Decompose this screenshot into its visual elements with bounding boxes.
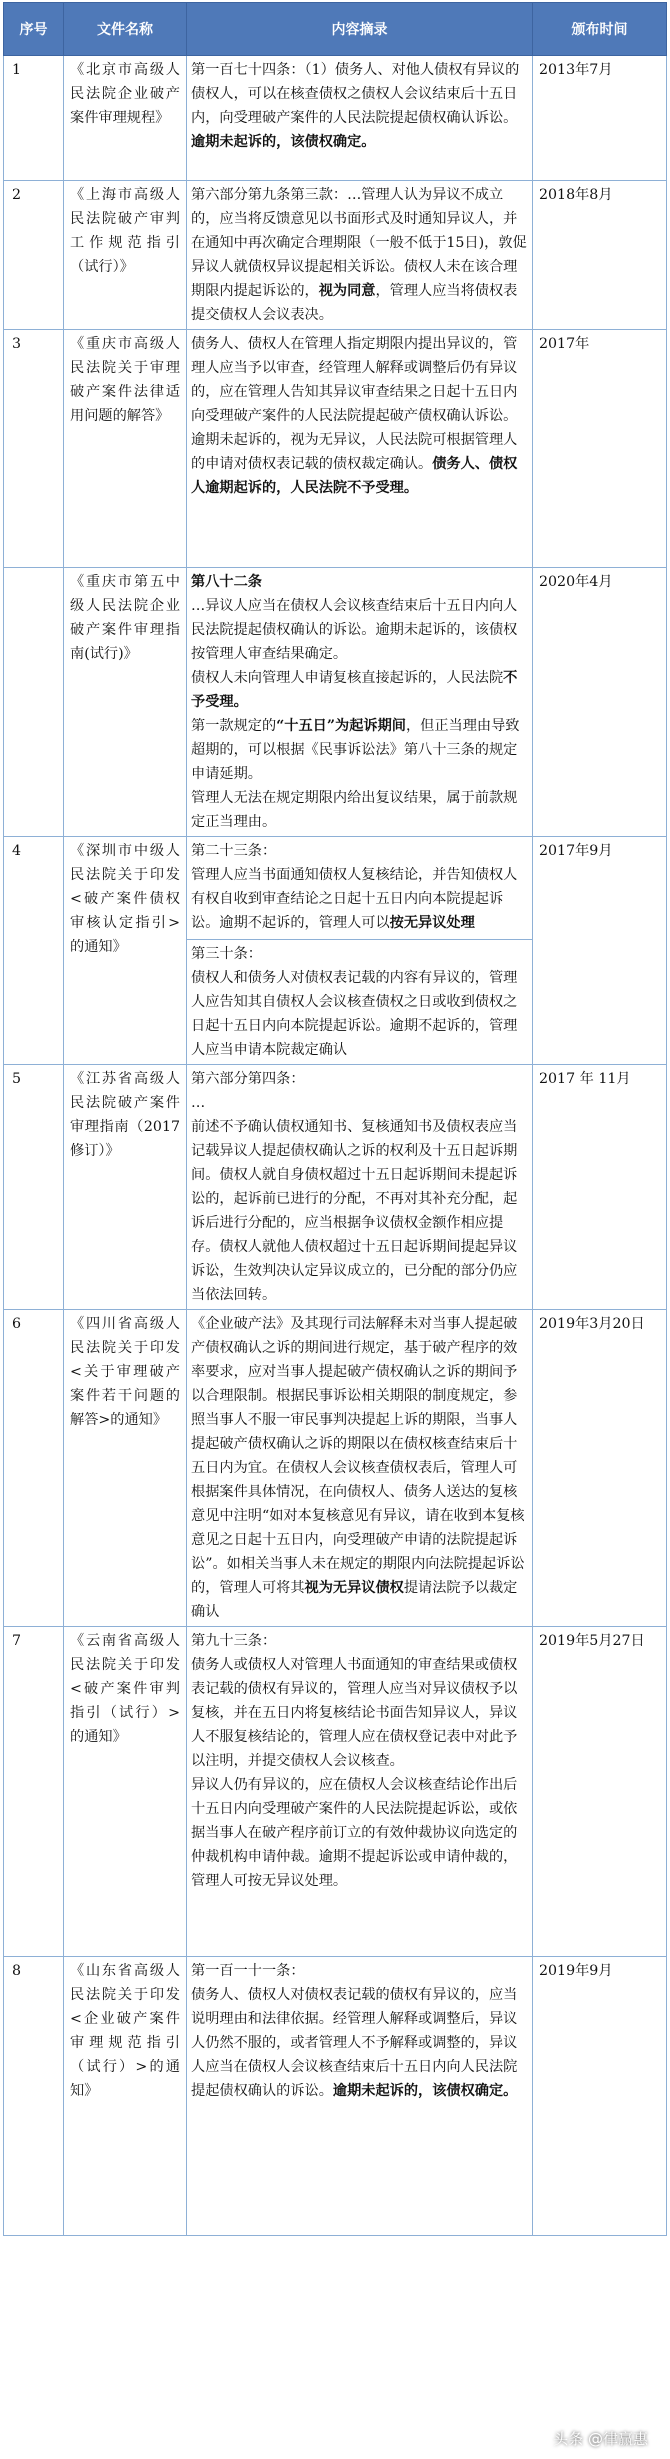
issue-date: 2017 年 11月	[533, 1065, 667, 1310]
excerpt-block	[191, 332, 528, 500]
issue-date: 2017年	[533, 330, 667, 568]
content-text: 债权人和债务人对债权表记载的内容有异议的，管理人应告知其自债权人会议核查债权之日或收到债权之日起十五日内向本院提起诉讼。逾期不起诉的，管理人应当申请本院裁定确认	[191, 970, 518, 1058]
content-excerpt	[187, 1065, 533, 1310]
watermark: 头条 @律赢惠	[553, 2430, 648, 2448]
table-row	[4, 568, 667, 837]
content-text: 管理人应当书面通知债权人复核结论，并告知债权人有权自收到审查结论之日起十五日内向本院提起诉讼。逾期不起诉的，管理人可以	[191, 867, 518, 931]
table-row	[4, 181, 667, 330]
issue-date: 2018年8月	[533, 181, 667, 330]
content-text: （1）债务人、对他人债权有异议的债权人，可以在核查债权之债权人会议结束后十五日内，向受理破产案件的人民法院提起债权确认诉讼。	[191, 62, 520, 126]
content-text: 异议人仍有异议的，应在债权人会议核查结论作出后十五日内向受理破产案件的人民法院提起诉讼，或依据当事人在破产程序前订立的有效仲裁协议向选定的仲裁机构申请仲裁。逾期不提起诉讼或申请仲裁的，管理人可按无异议处理。	[191, 1777, 518, 1889]
row-number: 3	[4, 330, 64, 568]
header-date: 颁布时间	[533, 3, 667, 56]
table-row	[4, 56, 667, 181]
emphasis-text: 逾期未起诉的，该债权确定。	[332, 2083, 518, 2099]
content-excerpt	[187, 1627, 533, 1957]
excerpt-block	[191, 1067, 528, 1307]
row-number: 4	[4, 837, 64, 1065]
emphasis-text: 视为同意	[318, 283, 376, 299]
issue-date: 2017年9月	[533, 837, 667, 1065]
content-text: 第三十条：	[191, 946, 262, 962]
content-text: ，但正当理由导致超期的，可以根据《民事诉讼法》第八十三条的规定申请延期。	[191, 718, 520, 782]
content-excerpt	[187, 837, 533, 1065]
row-number	[4, 568, 64, 837]
content-excerpt	[187, 1310, 533, 1627]
content-excerpt	[187, 56, 533, 181]
excerpt-block	[191, 839, 528, 935]
content-text: 前述不予确认债权通知书、复核通知书及债权表应当记载异议人提起债权确认之诉的权利及十五日起诉期间。债权人就自身债权超过十五日起诉期间未提起诉讼的，起诉前已进行的分配，不再对其补充分配，起诉后进行分配的，应当根据争议债权金额作相应提存。债权人就他人债权超过十五日起诉期间提起异议诉讼，生效判决认定异议成立的，已分配的部分仍应当依法回转。	[191, 1119, 518, 1303]
row-number: 7	[4, 1627, 64, 1957]
row-number: 2	[4, 181, 64, 330]
emphasis-text: 按无异议处理	[389, 915, 475, 931]
emphasis-text: 视为无异议债权	[304, 1580, 404, 1596]
content-text: ，管理人应当将债权表提交债权人会议表决。	[191, 283, 518, 323]
issue-date: 2013年7月	[533, 56, 667, 181]
content-text: …管理人认为异议不成立的，应当将反馈意见以书面形式及时通知异议人，并在通知中再次确定合理期限（一般不低于15日)，敦促异议人就债权异议提起相关诉讼。债权人未在该合理期限内提起诉讼的，	[191, 187, 527, 299]
excerpt-block	[191, 570, 528, 834]
table-body	[4, 56, 667, 2236]
table-row	[4, 1957, 667, 2236]
content-text: …	[191, 1095, 206, 1111]
document-name: 《江苏省高级人民法院破产案件审理指南（2017修订）》	[64, 1065, 187, 1310]
content-text: 《企业破产法》及其现行司法解释未对当事人提起破产债权确认之诉的期间进行规定，基于破产程序的效率要求，应对当事人提起破产债权确认之诉的期间予以合理限制。根据民事诉讼相关期限的制度规定，参照当事人不服一审民事判决提起上诉的期限，当事人提起破产债权确认之诉的期限以在债权核查结束后十五日内为宜。在债权人会议核查债权表后，管理人可根据案件具体情况，在向债权人、债务人送达的复核意见中注明“如对本复核意见有异议，请在收到本复核意见之日起十五日内，向受理破产申请的法院提起诉讼”。如相关当事人未在规定的期限内向法院提起诉讼的，管理人可将其	[191, 1316, 525, 1596]
issue-date: 2019年5月27日	[533, 1627, 667, 1957]
emphasis-text: 逾期未起诉的，该债权确定。	[191, 134, 376, 150]
content-text: 第九十三条：	[191, 1633, 277, 1649]
document-name: 《四川省高级人民法院关于印发<关于审理破产案件若干问题的解答>的通知》	[64, 1310, 187, 1627]
row-number: 1	[4, 56, 64, 181]
content-text: 债务人、债权人对债权表记载的债权有异议的，应当说明理由和法律依据。经管理人解释或调整后，异议人仍然不服的，或者管理人不予解释或调整的，异议人应当在债权人会议核查结束后十五日内向人民法院提起债权确认的诉讼。	[191, 1987, 518, 2099]
header-no: 序号	[4, 3, 64, 56]
row-number: 8	[4, 1957, 64, 2236]
document-name: 《云南省高级人民法院关于印发<破产案件审判指引（试行）>的通知》	[64, 1627, 187, 1957]
document-name: 《山东省高级人民法院关于印发<企业破产案件审理规范指引（试行）>的通知》	[64, 1957, 187, 2236]
document-name: 《重庆市第五中级人民法院企业破产案件审理指南(试行)》	[64, 568, 187, 837]
content-excerpt	[187, 1957, 533, 2236]
content-excerpt	[187, 330, 533, 568]
content-text: 第六部分第九条第三款：	[191, 187, 348, 203]
table-header-row	[4, 3, 667, 56]
table-row	[4, 1627, 667, 1957]
content-text: 管理人无法在规定期限内给出复议结果，属于前款规定正当理由。	[191, 790, 518, 830]
table-row	[4, 1310, 667, 1627]
table-row	[4, 1065, 667, 1310]
excerpt-block	[191, 1959, 528, 2103]
content-excerpt	[187, 568, 533, 837]
header-doc: 文件名称	[64, 3, 187, 56]
excerpt-block	[191, 1629, 528, 1893]
issue-date: 2019年9月	[533, 1957, 667, 2236]
emphasis-text: 第八十二条	[191, 574, 262, 590]
content-text: 债务人或债权人对管理人书面通知的审查结果或债权表记载的债权有异议的，管理人应当对异议债权予以复核，并在五日内将复核结论书面告知异议人，异议人不服复核结论的，管理人应在债权登记表中对此予以注明，并提交债权人会议核查。	[191, 1657, 518, 1769]
table-row	[4, 837, 667, 1065]
content-text: 第六部分第四条：	[191, 1071, 305, 1087]
issue-date: 2020年4月	[533, 568, 667, 837]
content-text: 第二十三条：	[191, 843, 277, 859]
regulation-table-wrapper	[3, 2, 666, 2236]
content-text: 债务人、债权人在管理人指定期限内提出异议的，管理人应当予以审查，经管理人解释或调整后仍有异议的，应在管理人告知其异议审查结果之日起十五日内向受理破产案件的人民法院提起破产债权确认诉讼。逾期未起诉的，视为无异议，人民法院可根据管理人的申请对债权表记载的债权裁定确认。	[191, 336, 518, 472]
document-name: 《北京市高级人民法院企业破产案件审理规程》	[64, 56, 187, 181]
content-text: …异议人应当在债权人会议核查结束后十五日内向人民法院提起债权确认的诉讼。逾期未起诉的，该债权按管理人审查结果确定。	[191, 598, 518, 662]
excerpt-block	[191, 58, 528, 154]
document-name: 《深圳市中级人民法院关于印发<破产案件债权审核认定指引>的通知》	[64, 837, 187, 1065]
content-excerpt	[187, 181, 533, 330]
excerpt-block-secondary	[187, 939, 532, 1062]
emphasis-text: “十五日”为起诉期间	[276, 718, 406, 734]
document-name: 《上海市高级人民法院破产审判工作规范指引（试行）》	[64, 181, 187, 330]
content-text: 提请法院予以裁定确认	[191, 1580, 518, 1620]
document-name: 《重庆市高级人民法院关于审理破产案件法律适用问题的解答》	[64, 330, 187, 568]
header-content: 内容摘录	[187, 3, 533, 56]
row-number: 5	[4, 1065, 64, 1310]
content-text: 债权人未向管理人申请复核直接起诉的，人民法院	[191, 670, 504, 686]
table-row	[4, 330, 667, 568]
issue-date: 2019年3月20日	[533, 1310, 667, 1627]
excerpt-block	[191, 183, 528, 327]
content-text: 第一款规定的	[191, 718, 277, 734]
content-text: 第一百七十四条：	[191, 62, 305, 78]
row-number: 6	[4, 1310, 64, 1627]
emphasis-text: 不予受理。	[191, 670, 518, 710]
content-text: 第一百一十一条：	[191, 1963, 305, 1979]
regulation-table	[3, 2, 667, 2236]
excerpt-block	[191, 1312, 528, 1624]
emphasis-text: 债务人、债权人逾期起诉的，人民法院不予受理。	[191, 456, 518, 496]
